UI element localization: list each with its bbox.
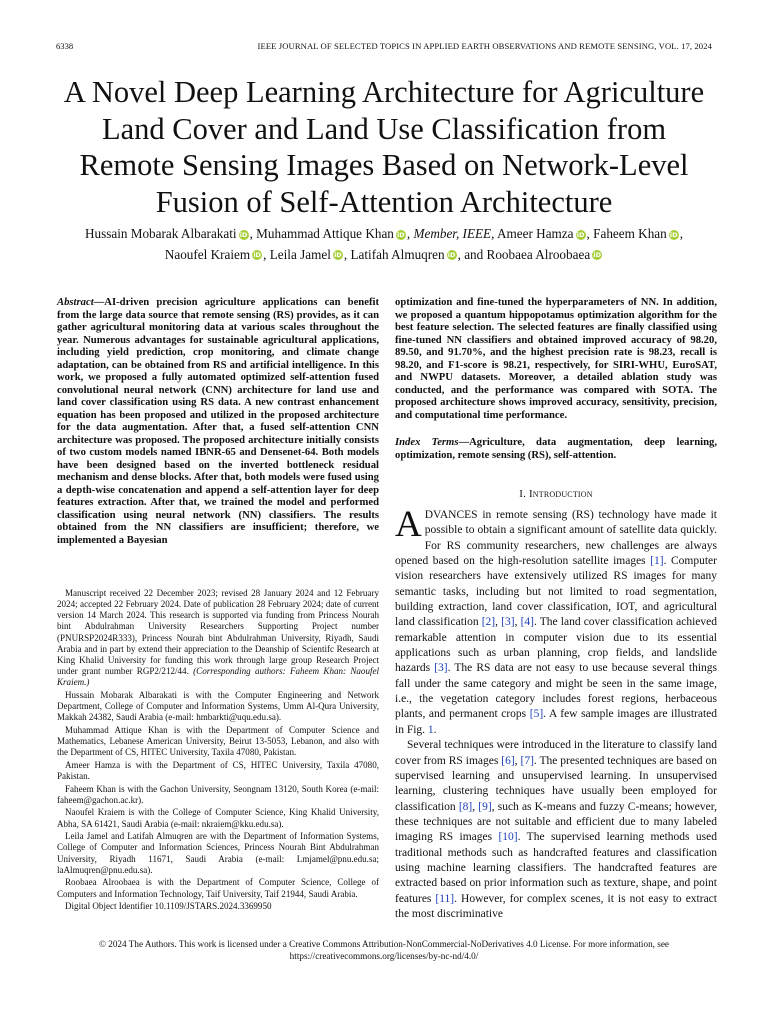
orcid-icon[interactable]: iD [397, 230, 405, 239]
title-line: Remote Sensing Images Based on Network-Level [79, 148, 689, 182]
footnote: Faheem Khan is with the Gachon University, Seongnam 13120, South Korea (e-mail: faheem@gachon.ac.kr). [57, 783, 379, 805]
citation-link[interactable]: [10] [498, 831, 518, 844]
drop-cap: A [395, 504, 422, 545]
author-name: Muhammad Attique Khan [256, 226, 394, 241]
footnote: Hussain Mobarak Albarakati is with the Computer Engineering and Network Department, College of Computer and Information Systems, Umm Al-Qura University, Makkah 24382, Saudi Arabia (e-mail: hmbarkti@uqu.edu.sa). [57, 689, 379, 723]
introduction-body [395, 504, 718, 922]
title-line: Fusion of Self-Attention Architecture [155, 184, 613, 219]
intro-text: . The supervised learning methods used traditional methods such as handcrafted features and classification using machine learning classifiers. The handcrafted features are extracted based on prior information such as texture, shape, and point features [395, 831, 717, 905]
intro-text: . Computer vision researchers have extensively utilized RS images for many semantic tasks, including but not limited to road segmentation, building extraction, land cover classification, IOT, and agricultural land classification [395, 555, 717, 629]
member-designation: Member, IEEE [413, 226, 492, 241]
section-heading [395, 488, 717, 500]
intro-paragraph: ADVANCES in remote sensing (RS) technology have made it possible to obtain a significant amount of satellite data quickly. For RS community researchers, new challenges are always opened based on the high-resolution satellite images [1]. Computer vision researchers have extensively utilized RS images for many semantic tasks, including but not limited to road segmentation, building extraction, land cover classification, IOT, and agricultural land classification [2], [3], [4]. The land cover classification achieved remarkable attention in computer vision due to its essential applications such as urban planning, crop fields, and landslide hazards [3]. The RS data are not easy to use because several things fall under the same category and might be seen in the same image, i.e., the vegetation category includes forest regions, herbaceous plants, and permanent crops [5]. A few sample images are illustrated in Fig. 1. [395, 504, 718, 736]
citation-link[interactable]: [11] [435, 892, 455, 905]
abstract-text: —AI-driven precision agriculture applications can benefit from the large data source that remote sensing (RS) provides, as it can gather agricultural monitoring data at various scales throughout the year. Numerous advantages for sustainable agricultural applications, including yield prediction, crop monitoring, and climate change adaptation, can be obtained from RS and artificial intelligence. In this work, we proposed a fully automated optimized self-attention fused convolutional neural network (CNN) architecture for land use and land cover classification using RS data. A new contrast enhancement equation has been proposed and utilized in the proposed architecture for the data augmentation. After that, a fused self-attention CNN architecture was proposed. The proposed architecture initially consists of two custom models named IBNR-65 and Densenet-64. Both models have been designed based on the inverted bottleneck residual mechanism and dense blocks. After that, both models were fused using a depth-wise concatenation and append a self-attention layer for deep features extraction. After that, we trained the model and performed classification using neural network (NN) classifiers. The results obtained from the NN classifiers are insufficient; therefore, we implemented a Bayesian [57, 297, 379, 546]
author-name: Naoufel Kraiem [164, 246, 251, 262]
intro-text: . However, for complex scenes, it is not easy to extract the most discriminative [395, 892, 717, 920]
citation-link[interactable]: [5] [529, 708, 544, 721]
figure-link[interactable]: 1 [427, 723, 434, 736]
citation-link[interactable]: [8] [458, 800, 473, 813]
author-name: Leila Jamel [269, 246, 331, 262]
intro-text: . The land cover classification achieved remarkable attention in computer vision due to its essential applications such as urban planning, crop fields, and landslide hazards [395, 616, 718, 675]
intro-text: . The presented techniques are based on supervised learning and unsupervised learning. In unsupervised learning, clustering techniques have usually been employed for classification [395, 754, 717, 813]
author-name: Faheem Khan [593, 226, 667, 241]
author-name: Roobaea Alroobaea [486, 246, 591, 262]
author-name: Hussain Mobarak Albarakati [84, 226, 237, 241]
page-number: 6338 [56, 41, 74, 51]
license-text: © 2024 The Authors. This work is licensed under a Creative Commons Attribution-NonCommercial-NoDerivatives 4.0 License. For more information, see [98, 939, 670, 949]
author-name: Ameer Hamza [497, 226, 574, 241]
footnote: Naoufel Kraiem is with the College of Computer Science, King Khalid University, Abha, SA 61421, Saudi Arabia (e-mail: nkraiem@kku.edu.sa). [57, 807, 379, 829]
title-line: A Novel Deep Learning Architecture for Agriculture [63, 75, 705, 109]
citation-link[interactable]: [4] [520, 616, 534, 629]
footnotes [57, 588, 379, 914]
abstract-left [57, 297, 379, 547]
intro-text: Several techniques were introduced in the literature to classify land cover from RS images [395, 739, 717, 767]
orcid-icon[interactable]: iD [253, 251, 261, 260]
orcid-icon[interactable]: iD [576, 230, 585, 239]
footnote: Roobaea Alroobaea is with the Department of Computer Science, College of Computers and Information Technology, Taif University, Taif 21944, Saudi Arabia. [57, 877, 379, 899]
intro-text: . The RS data are not easy to use because several things fall under the same category and might be seen in the same image, i.e., the vegetation category includes forest regions, herbaceous plants, and permanent crops [395, 662, 717, 721]
footnote: Ameer Hamza is with the Department of CS, HITEC University, Taxila 47080, Pakistan. [57, 759, 379, 781]
citation-link[interactable]: [9] [478, 800, 492, 813]
abstract-label: Abstract [57, 297, 94, 308]
running-header [56, 41, 712, 53]
section-number: I. [519, 488, 526, 500]
footnote [57, 588, 379, 688]
abstract-right: optimization and fine-tuned the hyperparameters of NN. In addition, we proposed a quantum hippopotamus optimization algorithm for the best feature selection. The selected features are finally classified using fine-tuned NN classifiers and obtained improved accuracy of 98.20, 89.50, and 91.70%, and the highest precision rate is 98.23, recall is 98.20, and F1-score is 98.21, respectively, for SIRI-WHU, EuroSAT, and NWPU datasets. Moreover, a detailed ablation study was conducted, and the performance was compared with SOTA. The proposed architecture shows improved accuracy, sensitivity, precision, and computational time performance. [395, 297, 717, 421]
footnote: Muhammad Attique Khan is with the Department of Computer Science and Mathematics, Lebanese American University, Beirut 13-5053, Lebanon, and also with the Department of CS, HITEC University, Taxila 47080, Pakistan. [57, 724, 379, 758]
section-title: Introduction [528, 488, 593, 500]
intro-text: DVANCES in remote sensing (RS) technology have made it possible to obtain a significant amount of satellite data quickly. For RS community researchers, new challenges are always opened based on the high-resolution satellite images [395, 509, 717, 568]
orcid-icon[interactable]: iD [239, 230, 248, 239]
index-terms-label: Index Terms [395, 437, 459, 448]
author-name: Latifah Almuqren [350, 246, 445, 262]
journal-header: IEEE JOURNAL OF SELECTED TOPICS IN APPLIED EARTH OBSERVATIONS AND REMOTE SENSING, VOL. 17, 2024 [257, 41, 712, 51]
orcid-icon[interactable]: iD [334, 251, 342, 260]
doi: Digital Object Identifier 10.1109/JSTARS.2024.3369950 [65, 901, 272, 912]
license-notice [40, 938, 728, 962]
intro-text: . A few sample images are illustrated in Fig. [395, 708, 717, 736]
citation-link[interactable]: [3] [434, 662, 448, 675]
paper-title [40, 74, 728, 220]
footnote: Leila Jamel and Latifah Almuqren are with the Department of Information Systems, College of Computer and Information Sciences, Princess Nourah Bint Abdulrahman University, Riyadh 11671, Saudi Arabia (e-mail: Lmjamel@pnu.edu.sa; laAlmuqren@pnu.edu.sa). [57, 831, 379, 875]
footnote-text: Manuscript received 22 December 2023; revised 28 January 2024 and 12 February 2024; accepted 22 February 2024. Date of publication 28 February 2024; date of current version 14 March 2024. This research is supported via funding from Princess Nourah bint Abdulrahman University Researchers Supporting Project number (PNURSP2024R333), Princess Nourah bint Abdulrahman University, Riyadh, Saudi Arabia and in part by extend their appreciation to the Deanship of Scientifc Research at King Khalid University for funding this work through large group Research Project under grant number RGP2/212/44. [57, 588, 379, 677]
license-url[interactable]: https://creativecommons.org/licenses/by-nc-nd/4.0/ [289, 951, 479, 961]
intro-text: , such as K-means and fuzzy C-means; however, these techniques are not suitable and efficient due to many labeled imaging RS images [395, 800, 717, 844]
orcid-icon[interactable]: iD [593, 251, 601, 260]
citation-link[interactable]: [6] [501, 754, 515, 767]
corresponding-authors: (Corresponding authors: Faheem Khan: Naoufel Kraiem.) [57, 666, 380, 688]
citation-link[interactable]: [3] [501, 616, 515, 629]
index-terms [395, 437, 717, 462]
author-list: Hussain Mobarak Albarakati iD , Muhammad Attique Khan iD , Member, IEEE, Ameer Hamza iD , Faheem Khan iD , Naoufel Kraiem iD , Leila Jamel iD , Latifah Almuqren iD , and Roobaea Alroobaea iD [84, 226, 684, 262]
orcid-icon[interactable]: iD [669, 230, 678, 239]
citation-link[interactable]: [1] [650, 555, 664, 568]
title-line: Land Cover and Land Use Classification from [101, 111, 667, 146]
citation-link[interactable]: [7] [520, 754, 534, 767]
index-terms-text: —Agriculture, data augmentation, deep learning, optimization, remote sensing (RS), self-attention. [395, 437, 717, 461]
intro-paragraph: Several techniques were introduced in the literature to classify land cover from RS images [6], [7]. The presented techniques are based on supervised learning and unsupervised learning. In unsupervised learning, clustering techniques have usually been employed for classification [8], [9], such as K-means and fuzzy C-means; however, these techniques are not suitable and efficient due to many labeled imaging RS images [10]. The supervised learning methods used traditional methods such as handcrafted features and classification using machine learning classifiers. The handcrafted features are extracted based on prior information such as texture, shape, and point features [11]. However, for complex scenes, it is not easy to extract the most discriminative [395, 739, 717, 920]
citation-link[interactable]: [2] [481, 616, 496, 629]
orcid-icon[interactable]: iD [447, 251, 456, 260]
